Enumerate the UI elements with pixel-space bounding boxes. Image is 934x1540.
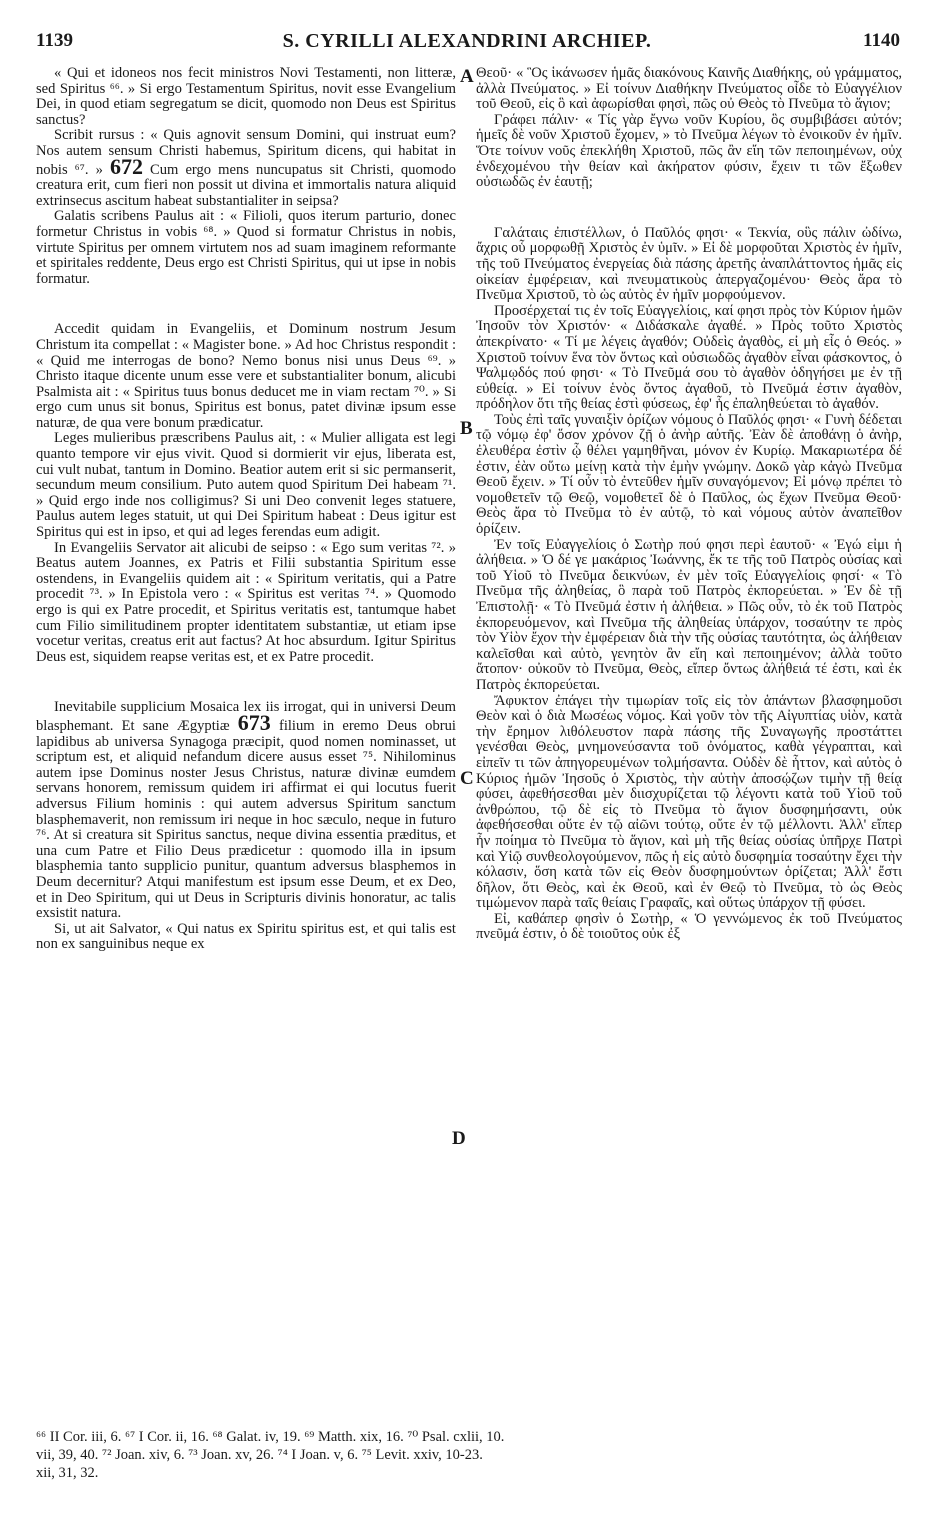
- latin-paragraph: [36, 128, 456, 209]
- page-number-left: 1139: [36, 30, 73, 51]
- footnote-line: ⁶⁶ II Cor. iii, 6. ⁶⁷ I Cor. ii, 16. ⁶⁸ Galat. iv, 19. ⁶⁹ Matth. xix, 16. ⁷⁰ Psal. cxlii, 10.: [36, 1429, 505, 1445]
- greek-paragraph: Ἄφυκτον ἐπάγει τὴν τιμωρίαν τοῖς εἰς τὸν ἁπάντων βλασφημοῦσι Θεὸν καὶ ὁ διὰ Μωσέως νόμος. Καὶ γοῦν τὸν τῆς Αἰγυπτίας υἱὸν, κατὰ τὴν ἔρημον λιθόλευστον παρὰ πάσης τῆς Συναγωγῆς προστάττει γενέσθαι Θεὸς, μνημονεύσαντα τοῦ ὀνόματος, καθὰ γέγραπται, καὶ εἰπεῖν τι τῶν ἀπηγορευμένων τολμήσαντα. Οὐδὲν δὲ ἧττον, καὶ αὐτὸς ὁ Κύριος ἡμῶν Ἰησοῦς ὁ Χριστὸς, τὴν αὐτὴν ἀποσῴζων τιμὴν τῇ θείᾳ φύσει, ἀφεθήσεσθαι μὲν διισχυρίζεται τῷ λέγοντι κατὰ τοῦ Υἱοῦ τοῦ ἀνθρώπου, τῷ δὲ εἰς τὸ Πνεῦμα τὸ ἅγιον δυσφημήσαντι, οὐκ ἀφεθήσεσθαι οὔτε ἐν τῷ αἰῶνι τούτῳ, οὔτε ἐν τῷ μέλλοντι. Ἀλλ' εἴπερ ἦν ποίημα τὸ Πνεῦμα τὸ ἅγιον, καὶ μὴ τῆς θείας οὐσίας ὑπῆρχε Πατρὶ καὶ Υἱῷ συνθεολογούμενον, πῶς ἡ εἰς αὐτὸ δυσφημία τοσαύτην ἔχει τὴν κόλασιν, ὅση κατὰ τῶν εἰς Θεὸν δυσφημούντων ὁρίζεται; Ἀλλ' ἔστι δῆλον, ὅτι Θεὸς, καὶ ἐκ Θεοῦ, καὶ ἐν Θεῷ τὸ Πνεῦμα, τὸ ὡς Θεὸς τιμώμενον παρὰ ταῖς θείαις Γραφαῖς, καὶ οὕτως ὑπάρχον τῇ φύσει.: [476, 692, 902, 912]
- margin-letter-a: A: [460, 66, 474, 87]
- running-header: [22, 30, 912, 54]
- latin-text: Scribit rursus : « Quis agnovit sensum Domini, qui instruat eum? Nos autem sensum Christi habemus, Spiritum dicens, qui habitat in nobis ⁶⁷. »: [36, 127, 456, 178]
- latin-paragraph: [36, 700, 456, 921]
- latin-text: Cum ergo mens nuncupatus sit Christi, quomodo creatura erit, cum fieri non possit ut divina et immortalis natura aliquid extrinsecus ascitum habeat substantialiter in seipsa?: [36, 161, 456, 209]
- greek-paragraph: Τοὺς ἐπὶ ταῖς γυναιξὶν ὁρίζων νόμους ὁ Παῦλός φησι· « Γυνὴ δέδεται τῷ νόμῳ ἐφ' ὅσον χρόνον ζῇ ὁ ἀνὴρ αὐτῆς. Ἐὰν δὲ ἀποθάνῃ ὁ ἀνὴρ, ἐλευθέρα ἐστὶν ᾧ θέλει γαμηθῆναι, μόνον ἐν Κυρίῳ. Μακαριωτέρα δέ ἐστιν, ἐὰν οὕτω μείνῃ κατὰ τὴν ἐμὴν γνώμην. Δοκῶ γὰρ κἀγὼ Πνεῦμα Θεοῦ ἔχειν. » Τί οὖν τὸ ἐντεῦθεν ἡμῖν συναγόμενον; Εἰ μόνῳ πρέπει τὸ νομοθετεῖν τῷ Θεῷ, νομοθετεῖ δὲ ὁ Παῦλος, ὡς ἔχων Πνεῦμα Θεοῦ· Θεὸς ἄρα τὸ Πνεῦμα τὸ ἐν αὐτῷ, τὸ καὶ νόμους αὐτὸν ἀναπεῖθον ὁρίζειν.: [476, 411, 902, 538]
- latin-paragraph: Galatis scribens Paulus ait : « Filioli, quos iterum parturio, donec formetur Christus in vobis ⁶⁸. » Quod si formatur Christus in nobis, virtute Spiritus per omnem virtutem nos ad suam imaginem reformante et spiritales reddente, Deus ergo est Christi Spiritus, qui ut ipse in nobis formatur.: [36, 208, 456, 287]
- margin-letter-c: C: [460, 768, 474, 789]
- latin-paragraph: In Evangeliis Servator ait alicubi de seipso : « Ego sum veritas ⁷². » Beatus autem Joannes, ex Patris et Filii substantia Spiritum esse ostendens, in Evangeliis quidem ait : « Spiritum veritatis, qui a Patre procedit ⁷³. » In Epistola vero : « Spiritus est veritas ⁷⁴. » Quomodo ergo is qui ex Patre procedit, et Spiritus veritatis est, tantumque habet cum Filio similitudinem propter identitatem substantiæ, ut etiam ipse vocetur veritas, creatus erit aut factus? At hoc absurdum. Igitur Spiritus Deus est, siquidem reapse veritas est, et ex Patre procedit.: [36, 539, 456, 665]
- greek-paragraph: Γαλάταις ἐπιστέλλων, ὁ Παῦλός φησι· « Τεκνία, οὓς πάλιν ὠδίνω, ἄχρις οὗ μορφωθῇ Χριστὸς ἐν ὑμῖν. » Εἰ δὲ μορφοῦται Χριστὸς ἐν ἡμῖν, τῆς τοῦ Πνεύματος ἐνεργείας διὰ πάσης ἀρετῆς ἀναπλάττοντος ἡμᾶς εἰς οἰκείαν ἐμφέρειαν, καὶ πνευματικοὺς ἀπεργαζομένου· Θεὸς ἄρα τὸ Πνεῦμα Χριστοῦ, τὸ ὡς αὐτὸς ἐν ἡμῖν μορφούμενον.: [476, 224, 902, 304]
- greek-paragraph: Γράφει πάλιν· « Τίς γὰρ ἔγνω νοῦν Κυρίου, ὃς συμβιβάσει αὐτόν; ἡμεῖς δὲ νοῦν Χριστοῦ ἔχομεν, » τὸ Πνεῦμα λέγων τὸ ἐνοικοῦν ἐν ἡμῖν. Ὅτε τοίνυν νοῦς ἐπεκλήθη Χριστοῦ, πῶς ἂν εἴη τῶν πεποιημένων, οὐχ ἐνδεχομένου τὴν θείαν καὶ ἀκήρατον φύσιν, ἔχειν τι τῶν ἔξωθεν οὐσιωδῶς ἐν ἑαυτῇ;: [476, 111, 902, 191]
- latin-paragraph: « Qui et idoneos nos fecit ministros Novi Testamenti, non litteræ, sed Spiritus ⁶⁶. » Si ergo Testamentum Spiritus, novit esse Evangelium Dei, in quod etiam segregatum se dicit, quomodo non Deus est Spiritus sanctus?: [36, 65, 456, 128]
- margin-letter-b: B: [460, 418, 473, 439]
- greek-paragraph: Εἰ, καθάπερ φησὶν ὁ Σωτὴρ, « Ὁ γεννώμενος ἐκ τοῦ Πνεύματος πνεῦμά ἐστιν, ὁ δὲ τοιοῦτος οὐκ ἐξ: [476, 910, 902, 943]
- greek-column: [476, 66, 902, 943]
- footnote-line: xii, 31, 32.: [36, 1465, 99, 1481]
- latin-paragraph: Si, ut ait Salvator, « Qui natus ex Spiritu spiritus est, et qui talis est non ex sanguinibus neque ex: [36, 920, 456, 953]
- latin-text: filium in eremo Deus obrui lapidibus ab universa Synagoga præcipit, quod nomen nominasset, ut scriptum est, et aliquid nefandum dicere ausus esset ⁷⁵. Nihilominus autem ipse Dominus noster Jesus Christus, naturæ divinæ eumdem servans honorem, remissum quidem iri affirmat ei qui locutus fuerit adversus Filium hominis : qui autem adversus Spiritum sanctum blasphemaverit, non remissum iri neque in hoc sæculo, neque in futuro ⁷⁶. At si creatura sit Spiritus sanctus, neque divina essentia præditus, et una cum Patre et Filio Deus prædicetur : quomodo illa in ipsum blasphemia tanto supplicio punitur, quantum adversus blasphemos in Deum decernitur? Atqui manifestum est ipsum esse Deum, et ex Deo, et in Deo Spiritum, qui ut Deus in Scripturis divinis honoratur, ac talis exsistit natura.: [36, 717, 456, 922]
- column-number-673: 673: [237, 709, 271, 735]
- latin-text: Inevitabile supplicium Mosaica lex iis irrogat, qui in universi Deum blasphemant. Et sane Ægyptiæ: [36, 699, 456, 734]
- greek-paragraph: Ἐν τοῖς Εὐαγγελίοις ὁ Σωτὴρ πού φησι περὶ ἑαυτοῦ· « Ἐγώ εἰμι ἡ ἀλήθεια. » Ὁ δέ γε μακάριος Ἰωάννης, ἔκ τε τῆς τοῦ Πατρὸς οὐσίας καὶ τοῦ Υἱοῦ τὸ Πνεῦμα δεικνύων, ἐν μὲν τοῖς Εὐαγγελίοις φησί· « Τὸ Πνεῦμα τῆς ἀληθείας, ὃ παρὰ τοῦ Πατρὸς ἐκπορεύεται. » Ἐν δὲ τῇ Ἐπιστολῇ· « Τὸ Πνεῦμά ἐστιν ἡ ἀλήθεια. » Πῶς οὖν, τὸ ἐκ τοῦ Πατρὸς ἐκπορευόμενον, καὶ Πνεῦμα τῆς ἀληθείας ὑπάρχον, τοσαύτην τε πρὸς τὸν Υἱὸν ἔχον τὴν ἐμφέρειαν διὰ τὴν τῆς οὐσίας ταυτότητα, ὡς ἀλήθειαν καλεῖσθαι καὶ αὐτὸ, γενητὸν ἂν εἴη καὶ πεποιημένον; ἀλλὰ τοῦτο ἄτοπον· οὐκοῦν τὸ Πνεῦμα, Θεὸς, εἴπερ ὄντως ἀλήθειά τέ ἐστι, καὶ ἐκ Πατρὸς ἐκπορεύεται.: [476, 536, 902, 693]
- greek-paragraph: Θεοῦ· « Ὃς ἱκάνωσεν ἡμᾶς διακόνους Καινῆς Διαθήκης, οὐ γράμματος, ἀλλὰ Πνεύματος. » Εἰ τοίνυν Διαθήκην Πνεύματος οἶδε τὸ Εὐαγγέλιον τοῦ Θεοῦ, εἰς ὃ καὶ ἀφωρίσθαι φησὶ, πῶς οὐ Θεὸς τὸ Πνεῦμα τὸ ἅγιον;: [476, 65, 902, 113]
- column-number-672: 672: [109, 153, 143, 179]
- latin-column: [36, 66, 456, 953]
- running-title: S. CYRILLI ALEXANDRINI ARCHIEP.: [282, 30, 652, 52]
- greek-paragraph: Προσέρχεταί τις ἐν τοῖς Εὐαγγελίοις, καί φησι πρὸς τὸν Κύριον ἡμῶν Ἰησοῦν τὸν Χριστόν· « Διδάσκαλε ἀγαθέ. » Πρὸς τοῦτο Χριστὸς ἀπεκρίνατο· « Τί με λέγεις ἀγαθόν; Οὐδεὶς ἀγαθὸς, εἰ μὴ εἷς ὁ Θεός. » Χριστοῦ τοίνυν ἕνα τὸν ὄντως καὶ οὐσιωδῶς ἀγαθὸν εἶναι φάσκοντος, ὁ Ψαλμῳδός πού φησι· « Τὸ Πνεῦμά σου τὸ ἀγαθὸν ὁδηγήσει με ἐν τῇ εὐθείᾳ. » Εἰ τοίνυν ἑνὸς ὄντος ἀγαθοῦ, τὸ Πνεῦμά ἐστιν ἀγαθὸν, πρόδηλον ὅτι τῆς θείας ἐστὶ φύσεως, ἐφ' ἧς ἐπαληθεύεται τὸ ἀγαθόν.: [476, 302, 902, 413]
- latin-paragraph: Accedit quidam in Evangeliis, et Dominum nostrum Jesum Christum ita compellat : « Magister bone. » Ad hoc Christus respondit : « Quid me interrogas de bono? Nemo bonus nisi unus Deus ⁶⁹. » Christo itaque dicente unum esse vere et substantialiter bonum, alicubi Psalmista ait : « Spiritus tuus bonus deducet me in viam rectam ⁷⁰. » Si ergo cum unus sit bonus, Spiritus est bonus, patet divinæ ipsum esse naturæ, de qua vere bonum prædicatur.: [36, 321, 456, 431]
- footnotes: [36, 1428, 902, 1482]
- margin-letter-d: D: [452, 1128, 466, 1149]
- page-number-right: 1140: [863, 30, 900, 51]
- latin-paragraph: Leges mulieribus præscribens Paulus ait, : « Mulier alligata est legi quanto tempore vir ejus vivit. Quod si dormierit vir ejus, liberata est, cui vult nubat, tantum in Domino. Beatior autem erit si sic permanserit, secundum meum consilium. Puto autem quod Spiritum Dei habeam ⁷¹. » Quid ergo inde nos colligimus? Si uni Deo convenit leges statuere, Paulus autem leges statuit, ut qui Dei Spiritum habeat : Deus igitur est Spiritus qui est in ipso, et qui ad leges ferendas eum adigit.: [36, 430, 456, 541]
- footnote-line: vii, 39, 40. ⁷² Joan. xiv, 6. ⁷³ Joan. xv, 26. ⁷⁴ I Joan. v, 6. ⁷⁵ Levit. xxiv, 10-23.: [36, 1447, 483, 1463]
